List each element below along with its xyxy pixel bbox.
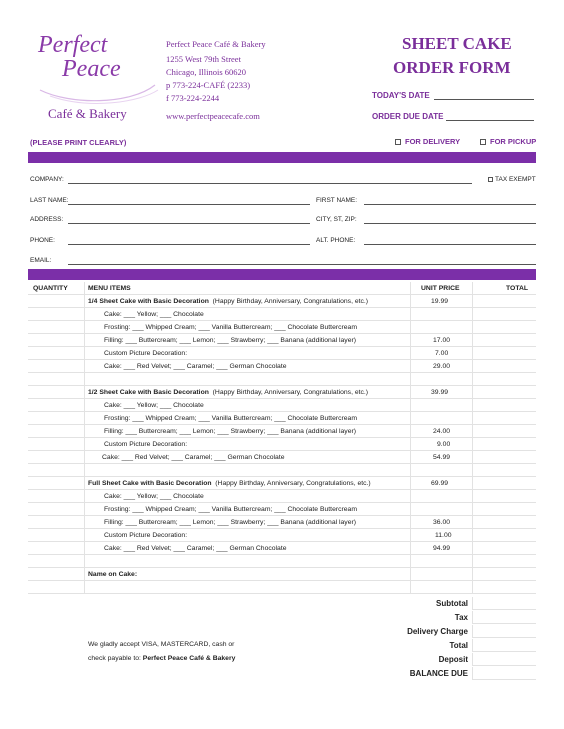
email-label: EMAIL: [30, 257, 52, 264]
total-header: TOTAL [506, 285, 529, 292]
table-row[interactable] [28, 308, 536, 321]
table-row[interactable] [28, 555, 536, 568]
company-field[interactable] [68, 183, 472, 184]
alt-phone-field[interactable] [364, 244, 536, 245]
half-picture-price: 9.00 [437, 441, 451, 448]
logo-word-perfect: Perfect [38, 32, 108, 58]
table-row[interactable] [28, 321, 536, 334]
tax-label: Tax [454, 613, 468, 622]
last-name-label: LAST NAME: [30, 197, 69, 204]
unit-price-header: UNIT PRICE [421, 285, 460, 292]
table-row[interactable] [28, 412, 536, 425]
quarter-frosting-choice: Frosting: ___ Whipped Cream; ___ Vanilla Buttercream; ___ Chocolate Buttercream [104, 324, 357, 331]
city-label: CITY, ST, ZIP: [316, 216, 357, 223]
table-row[interactable] [28, 295, 536, 308]
table-row[interactable] [28, 425, 536, 438]
payment-prefix: check payable to: [88, 655, 141, 662]
half-filling-choice: Filling: ___ Buttercream; ___ Lemon; ___ Strawberry; ___ Banana (additional layer) [104, 428, 357, 435]
address-field[interactable] [68, 223, 310, 224]
balance-due-field[interactable] [472, 667, 536, 680]
company-label: COMPANY: [30, 176, 64, 183]
order-due-date-field[interactable] [446, 120, 534, 121]
table-row[interactable] [28, 334, 536, 347]
email-field[interactable] [68, 264, 536, 265]
business-name: Perfect Peace Café & Bakery [166, 39, 266, 49]
table-row[interactable] [28, 451, 536, 464]
header-band [28, 152, 536, 163]
tax-exempt-label: TAX EXEMPT [495, 176, 536, 183]
business-city: Chicago, Illinois 60620 [166, 67, 247, 77]
quarter-filling-choice: Filling: ___ Buttercream; ___ Lemon; ___ Strawberry; ___ Banana (additional layer) [104, 337, 357, 344]
deposit-field[interactable] [472, 653, 536, 666]
last-name-field[interactable] [68, 204, 310, 205]
quarter-special-cake: Cake: ___ Red Velvet; ___ Caramel; ___ German Chocolate [104, 363, 287, 370]
full-sheet-price: 69.99 [431, 480, 449, 487]
table-row[interactable] [28, 529, 536, 542]
form-title-line2: ORDER FORM [393, 58, 511, 77]
full-picture-price: 11.00 [435, 532, 452, 539]
order-due-date-label: ORDER DUE DATE [372, 112, 444, 121]
tax-exempt-option[interactable] [488, 176, 536, 183]
quarter-special-price: 29.00 [433, 363, 451, 370]
total-field[interactable] [472, 639, 536, 652]
first-name-label: FIRST NAME: [316, 197, 358, 204]
full-filling-price: 36.00 [433, 519, 451, 526]
half-picture-label: Custom Picture Decoration: [104, 441, 188, 448]
deposit-label: Deposit [438, 655, 468, 664]
half-sheet-desc: (Happy Birthday, Anniversary, Congratulations, etc.) [212, 389, 369, 396]
half-sheet-price: 39.99 [431, 389, 449, 396]
half-frosting-choice: Frosting: ___ Whipped Cream; ___ Vanilla Buttercream; ___ Chocolate Buttercream [104, 415, 357, 422]
pickup-option[interactable] [480, 137, 536, 146]
payment-line2 [88, 655, 235, 662]
full-cake-choice: Cake: ___ Yellow; ___ Chocolate [104, 493, 204, 500]
full-sheet-title: Full Sheet Cake with Basic Decoration [88, 480, 212, 487]
quarter-picture-label: Custom Picture Decoration: [104, 350, 188, 357]
delivery-checkbox[interactable] [395, 139, 401, 145]
table-row[interactable] [28, 516, 536, 529]
table-row[interactable] [28, 386, 536, 399]
quarter-filling-price: 17.00 [433, 337, 451, 344]
quarter-sheet-desc: (Happy Birthday, Anniversary, Congratulations, etc.) [212, 298, 369, 305]
logo-word-peace: Peace [62, 56, 121, 82]
table-row[interactable] [28, 360, 536, 373]
quarter-cake-choice: Cake: ___ Yellow; ___ Chocolate [104, 311, 204, 318]
table-band [28, 269, 536, 280]
full-frosting-choice: Frosting: ___ Whipped Cream; ___ Vanilla Buttercream; ___ Chocolate Buttercream [104, 506, 357, 513]
table-row[interactable] [28, 399, 536, 412]
table-row[interactable] [28, 503, 536, 516]
half-filling-price: 24.00 [433, 428, 451, 435]
half-cake-choice: Cake: ___ Yellow; ___ Chocolate [104, 402, 204, 409]
phone-field[interactable] [68, 244, 310, 245]
full-special-price: 94.99 [433, 545, 451, 552]
table-row[interactable] [28, 490, 536, 503]
delivery-charge-label: Delivery Charge [407, 627, 468, 636]
table-header-row [28, 282, 536, 295]
business-street: 1255 West 79th Street [166, 54, 241, 64]
todays-date-field[interactable] [434, 99, 534, 100]
tax-exempt-checkbox[interactable] [488, 177, 493, 182]
delivery-option-label: FOR DELIVERY [405, 137, 461, 146]
payment-payee: Perfect Peace Café & Bakery [142, 655, 236, 662]
table-row[interactable] [28, 477, 536, 490]
pickup-checkbox[interactable] [480, 139, 486, 145]
quantity-header: QUANTITY [33, 285, 68, 292]
logo-subtitle: Café & Bakery [48, 106, 127, 121]
pickup-option-label: FOR PICKUP [490, 137, 537, 146]
city-field[interactable] [364, 223, 536, 224]
business-phone: p 773-224-CAFÉ (2233) [166, 80, 251, 90]
subtotal-field[interactable] [472, 597, 536, 610]
table-row[interactable] [28, 373, 536, 386]
tax-field[interactable] [472, 611, 536, 624]
half-special-cake: Cake: ___ Red Velvet; ___ Caramel; ___ German Chocolate [102, 454, 285, 461]
payment-line1: We gladly accept VISA, MASTERCARD, cash or [88, 641, 235, 648]
menu-items-header: MENU ITEMS [88, 285, 131, 292]
business-fax: f 773-224-2244 [166, 93, 220, 103]
todays-date-label: TODAY'S DATE [372, 91, 430, 100]
form-title-line1: SHEET CAKE [402, 34, 512, 53]
full-filling-choice: Filling: ___ Buttercream; ___ Lemon; ___ Strawberry; ___ Banana (additional layer) [104, 519, 357, 526]
full-special-cake: Cake: ___ Red Velvet; ___ Caramel; ___ German Chocolate [104, 545, 287, 552]
table-row[interactable] [28, 542, 536, 555]
table-row[interactable] [28, 568, 536, 581]
business-website[interactable]: www.perfectpeacecafe.com [166, 111, 260, 121]
quarter-sheet-title: 1/4 Sheet Cake with Basic Decoration [88, 298, 209, 305]
quarter-picture-price: 7.00 [435, 350, 449, 357]
delivery-option[interactable] [395, 137, 460, 146]
half-special-price: 54.99 [433, 454, 451, 461]
table-row[interactable] [28, 347, 536, 360]
total-label: Total [449, 641, 468, 650]
table-row[interactable] [28, 581, 536, 594]
balance-due-label: BALANCE DUE [409, 669, 468, 678]
first-name-field[interactable] [364, 204, 536, 205]
phone-label: PHONE: [30, 237, 55, 244]
alt-phone-label: ALT. PHONE: [316, 237, 356, 244]
address-label: ADDRESS: [30, 216, 64, 223]
print-clearly-note: (PLEASE PRINT CLEARLY) [30, 138, 127, 147]
half-sheet-title: 1/2 Sheet Cake with Basic Decoration [88, 389, 209, 396]
full-sheet-desc: (Happy Birthday, Anniversary, Congratulations, etc.) [215, 480, 371, 487]
delivery-charge-field[interactable] [472, 625, 536, 638]
quarter-sheet-price: 19.99 [431, 298, 449, 305]
full-picture-label: Custom Picture Decoration: [104, 532, 188, 539]
subtotal-label: Subtotal [436, 599, 468, 608]
name-on-cake-label: Name on Cake: [88, 571, 138, 578]
table-row[interactable] [28, 464, 536, 477]
table-row[interactable] [28, 438, 536, 451]
